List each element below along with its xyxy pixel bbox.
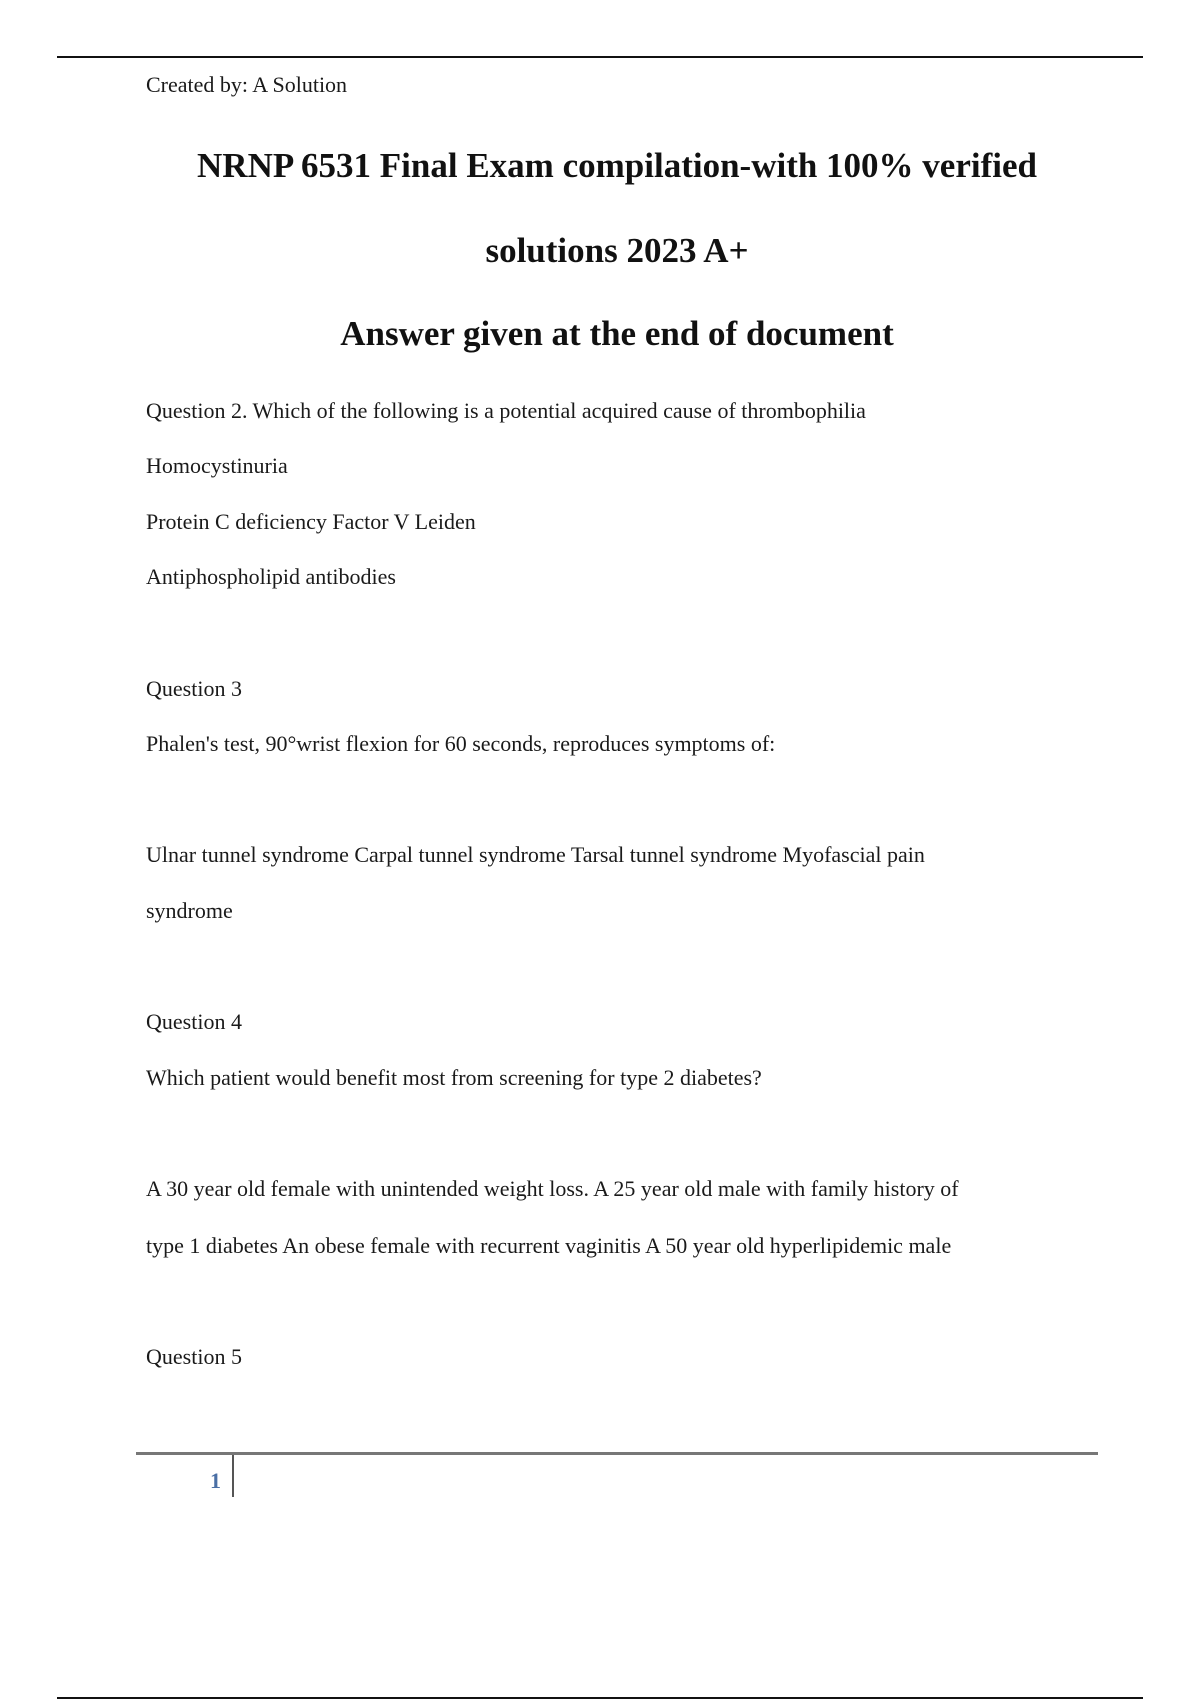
page-number: 1	[210, 1468, 221, 1493]
question-4-prompt: Which patient would benefit most from screening for type 2 diabetes?	[146, 1065, 762, 1090]
question-3-options-line: Ulnar tunnel syndrome Carpal tunnel syndrome Tarsal tunnel syndrome Myofascial pain	[146, 842, 925, 867]
question-4-heading: Question 4	[146, 1009, 242, 1034]
question-4-options-line: type 1 diabetes An obese female with recurrent vaginitis A 50 year old hyperlipidemic male	[146, 1233, 952, 1258]
question-3-options-line: syndrome	[146, 898, 233, 923]
question-4-options-line: A 30 year old female with unintended weight loss. A 25 year old male with family history of	[146, 1176, 959, 1201]
question-2-option: Protein C deficiency Factor V Leiden	[146, 509, 476, 534]
top-border-line	[57, 56, 1143, 58]
document-title-line-2: solutions 2023 A+	[485, 231, 749, 270]
document-title-line-1: NRNP 6531 Final Exam compilation-with 100% verified	[197, 146, 1037, 185]
footer-divider	[136, 1452, 1098, 1455]
question-3-heading: Question 3	[146, 676, 242, 701]
question-2-prompt: Question 2. Which of the following is a potential acquired cause of thrombophilia	[146, 398, 866, 423]
page-number-separator	[232, 1455, 234, 1497]
question-5-heading: Question 5	[146, 1344, 242, 1369]
question-2-option: Antiphospholipid antibodies	[146, 564, 396, 589]
document-title-line-3: Answer given at the end of document	[340, 314, 894, 353]
created-by-text: Created by: A Solution	[146, 72, 348, 97]
bottom-border-line	[57, 1697, 1143, 1699]
question-3-prompt: Phalen's test, 90°wrist flexion for 60 seconds, reproduces symptoms of:	[146, 731, 776, 756]
question-2-option: Homocystinuria	[146, 453, 288, 478]
